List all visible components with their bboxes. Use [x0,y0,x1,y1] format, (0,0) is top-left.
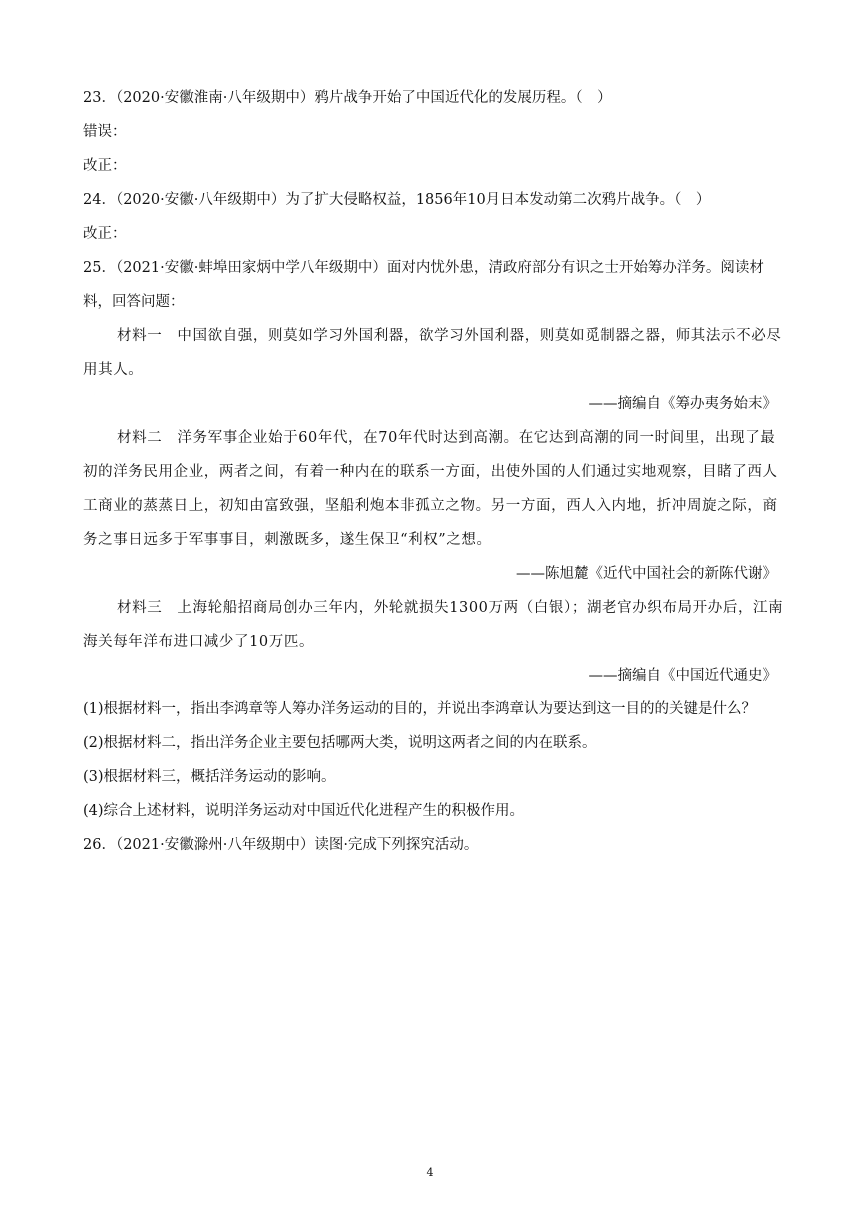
q24-fix-label: 改正： [83,226,127,242]
material-3-source: ——摘编自《中国近代通史》 [588,668,777,684]
q25-sub1: (1)根据材料一，指出李鸿章等人筹办洋务运动的目的，并说出李鸿章认为要达到这一目的的关键是什么？ [83,701,757,717]
page-number: 4 [426,1166,434,1179]
material-3-line1: 材料三 上海轮船招商局创办三年内，外轮就损失1300万两（白银）；湖老官办织布局开办后，江南 [117,600,784,616]
q25-sub4: (4)综合上述材料，说明洋务运动对中国近代化进程产生的积极作用。 [83,803,525,819]
q25-stem-line1: 25．（2021·安徽·蚌埠田家炳中学八年级期中）面对内忧外患，清政府部分有识之士开始筹办洋务。阅读材 [83,260,764,276]
material-3-line2: 海关每年洋布进口减少了10万匹。 [83,634,315,650]
q25-stem-line2: 料，回答问题： [83,294,185,310]
material-1-line1: 材料一 中国欲自强，则莫如学习外国利器，欲学习外国利器，则莫如觅制器之器，师其法示不必尽 [117,328,782,344]
q24-stem: 24．（2020·安徽·八年级期中）为了扩大侵略权益，1856年10月日本发动第二次鸦片战争。（ ） [83,192,711,208]
material-2-line3: 工商业的蒸蒸日上，初知由富致强，坚船利炮本非孤立之物。另一方面，西人入内地，折冲周旋之际，商 [83,498,778,514]
q23-fix-label: 改正： [83,158,127,174]
material-2-source: ——陈旭麓《近代中国社会的新陈代谢》 [516,566,777,582]
material-2-line2: 初的洋务民用企业，两者之间，有着一种内在的联系一方面，出使外国的人们通过实地观察，目睹了西人 [83,464,778,480]
material-2-line4: 务之事日远多于军事事目，刺激既多，遂生保卫“利权”之想。 [83,532,492,548]
q23-stem: 23．（2020·安徽淮南·八年级期中）鸦片战争开始了中国近代化的发展历程。（ ） [83,90,612,106]
material-2-line1: 材料二 洋务军事企业始于60年代，在70年代时达到高潮。在它达到高潮的同一时间里，出现了最 [117,430,776,446]
material-1-line2: 用其人。 [83,362,144,378]
q25-sub3: (3)根据材料三，概括洋务运动的影响。 [83,769,336,785]
q23-error-label: 错误： [83,124,127,140]
material-1-source: ——摘编自《筹办夷务始末》 [588,396,777,412]
q26-stem: 26．（2021·安徽滁州·八年级期中）读图·完成下列探究活动。 [83,837,479,853]
q25-sub2: (2)根据材料二，指出洋务企业主要包括哪两大类，说明这两者之间的内在联系。 [83,735,597,751]
